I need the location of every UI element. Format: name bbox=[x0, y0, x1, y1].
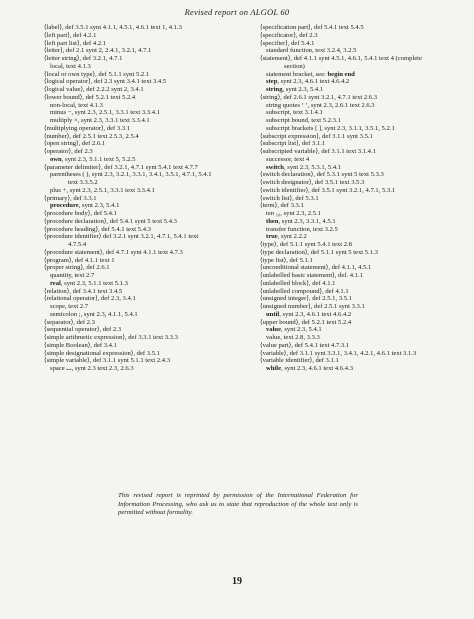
index-entry bbox=[260, 47, 460, 55]
index-entry bbox=[260, 40, 460, 48]
entry-text: ⟨program⟩, def 4.1.1 text 1 bbox=[44, 256, 115, 264]
index-entry bbox=[260, 357, 460, 365]
entry-text: ⟨local or own type⟩, def 5.1.1 synt 5.2.1 bbox=[44, 70, 150, 78]
entry-text: 4.7.5.4 bbox=[68, 241, 87, 248]
entry-text: successor, text 4 bbox=[266, 155, 310, 163]
index-entry bbox=[44, 233, 240, 241]
index-entry bbox=[260, 55, 460, 63]
entry-text: standard function, text 3.2.4, 3.2.5 bbox=[266, 47, 357, 55]
index-entry bbox=[260, 365, 460, 373]
entry-text: ⟨lower bound⟩, def 5.2.1 text 5.2.4 bbox=[44, 93, 136, 101]
keyword: then bbox=[266, 217, 279, 225]
index-entry bbox=[260, 171, 460, 179]
entry-text: ⟨subscript list⟩, def 3.1.1 bbox=[260, 140, 326, 148]
index-entry bbox=[260, 164, 460, 172]
index-entry bbox=[44, 86, 240, 94]
entry-text: ⟨specification part⟩, def 5.4.1 text 5.4.5 bbox=[260, 24, 364, 31]
entry-text: , synt 2.3, 5.4.1 bbox=[78, 202, 120, 210]
index-entry bbox=[260, 233, 460, 241]
index-entry bbox=[260, 24, 460, 32]
index-entry bbox=[260, 86, 460, 94]
index-entry bbox=[260, 125, 460, 133]
entry-text: ⟨letter string⟩, def 3.2.1, 4.7.1 bbox=[44, 55, 123, 62]
index-entry bbox=[260, 264, 460, 272]
entry-text: , synt 2.3, 4.6.1 text 4.6.4.3 bbox=[281, 365, 354, 372]
entry-text: ⟨procedure statement⟩, def 4.7.1 synt 4.1.1 text 4.7.3 bbox=[44, 248, 183, 256]
entry-text: , synt 2.3, 5.1.1 text 5.1.3 bbox=[60, 279, 128, 287]
index-entry bbox=[44, 24, 240, 32]
entry-text: ⟨subscript expression⟩, def 3.1.1 synt 3.5.1 bbox=[260, 132, 373, 140]
index-entry bbox=[260, 156, 460, 164]
entry-text: , synt 2.3, 5.4.1 bbox=[282, 86, 324, 93]
index-entry bbox=[260, 102, 460, 110]
index-entry bbox=[260, 218, 460, 226]
index-entry bbox=[44, 226, 240, 234]
index-entry bbox=[44, 32, 240, 40]
index-entry bbox=[44, 40, 240, 48]
keyword: own bbox=[50, 155, 62, 163]
entry-text: ⟨type⟩, def 5.1.1 synt 5.4.1 text 2.8 bbox=[260, 241, 352, 248]
index-entry bbox=[44, 280, 240, 288]
entry-text: ⟨relation⟩, def 3.4.1 text 3.4.5 bbox=[44, 287, 123, 295]
entry-text: ⟨separator⟩, def 2.3 bbox=[44, 318, 95, 326]
keyword: procedure bbox=[50, 202, 79, 210]
index-entry bbox=[260, 319, 460, 327]
entry-text: ⟨unlabelled compound⟩, def 4.1.1 bbox=[260, 287, 349, 295]
index-entry bbox=[44, 326, 240, 334]
index-entry bbox=[260, 295, 460, 303]
entry-text: string quotes ‘ ’, synt 2.3, 2.6.1 text 2.6.3 bbox=[266, 101, 375, 109]
entry-text: ⟨type declaration⟩, def 5.1.1 synt 5 text 5.1.3 bbox=[260, 248, 378, 256]
index-entry bbox=[44, 102, 240, 110]
index-entry bbox=[44, 94, 240, 102]
keyword: value bbox=[266, 326, 282, 334]
entry-text: subscript brackets [ ], synt 2.3, 3.1.1, 3.5.1, 5.2.1 bbox=[266, 124, 395, 132]
permission-note: This revised report is reprinted by permission of the International Federation for Information Processing, who ask us to state that reproduction of the whole text only is permitted without formality. bbox=[118, 492, 358, 517]
index-entry bbox=[44, 241, 240, 249]
entry-text: ⟨switch identifier⟩, def 3.5.1 synt 3.2.1, 4.7.1, 5.3.1 bbox=[260, 186, 396, 194]
index-entry bbox=[44, 71, 240, 79]
index-entry bbox=[44, 202, 240, 210]
entry-text: space ⌴, synt 2.3 text 2.3, 2.6.3 bbox=[50, 365, 134, 372]
entry-text: , synt 2.2.2 bbox=[277, 233, 307, 241]
keyword: true bbox=[266, 233, 278, 241]
entry-text: ⟨subscripted variable⟩, def 3.1.1 text 3.1.4.1 bbox=[260, 148, 376, 155]
entry-text: ⟨operator⟩, def 2.3 bbox=[44, 148, 93, 155]
entry-text: ⟨sequential operator⟩, def 2.3 bbox=[44, 326, 122, 334]
entry-text: ⟨type list⟩, def 5.1.1 bbox=[260, 256, 313, 264]
index-entry bbox=[260, 350, 460, 358]
index-entry bbox=[260, 71, 460, 79]
entry-text: ⟨unlabelled basic statement⟩, def. 4.1.1 bbox=[260, 272, 363, 279]
index-entry bbox=[44, 133, 240, 141]
entry-text: ⟨label⟩, def 3.5.1 synt 4.1.1, 4.5.1, 4.6.1 text 1, 4.1.3 bbox=[44, 24, 182, 31]
entry-text: ⟨variable identifier⟩, def 3.1.1 bbox=[260, 357, 339, 365]
index-entry bbox=[260, 32, 460, 40]
index-entry bbox=[260, 117, 460, 125]
index-entry bbox=[260, 272, 460, 280]
index-entry bbox=[260, 179, 460, 187]
entry-text: ten ₁₀, synt 2.3, 2.5.1 bbox=[266, 210, 321, 217]
entry-text: ⟨procedure declaration⟩, def 5.4.1 synt 5 text 5.4.3 bbox=[44, 217, 177, 225]
entry-text: ⟨relational operator⟩, def 2.3, 3.4.1 bbox=[44, 295, 136, 303]
entry-text: value, text 2.8, 3.3.3 bbox=[266, 334, 320, 341]
index-entry bbox=[260, 342, 460, 350]
index-entry bbox=[260, 249, 460, 257]
index-entry bbox=[44, 295, 240, 303]
index-entry bbox=[44, 218, 240, 226]
entry-text: ⟨logical operator⟩, def 2.3 synt 3.4.1 text 3.4.5 bbox=[44, 78, 167, 86]
entry-text: ⟨switch declaration⟩, def 5.3.1 synt 5 text 5.3.3 bbox=[260, 171, 384, 179]
index-entry bbox=[260, 226, 460, 234]
entry-text: , synt 2.3, 4.6.1 text 4.6.4.2 bbox=[277, 78, 350, 86]
entry-text: ⟨proper string⟩, def 2.6.1 bbox=[44, 264, 110, 272]
entry-text: ⟨unconditional statement⟩, def 4.1.1, 4.5.1 bbox=[260, 264, 372, 272]
index-entry bbox=[44, 55, 240, 63]
entry-text: ⟨logical value⟩, def 2.2.2 synt 2, 3.4.1 bbox=[44, 86, 144, 93]
entry-text: , synt 2.3, 5.4.1 bbox=[281, 326, 322, 334]
entry-text: ⟨open string⟩, def 2.6.1 bbox=[44, 140, 106, 148]
entry-text: transfer function, text 3.2.5 bbox=[266, 225, 338, 233]
entry-text: , synt 2.3, 5.3.1, 5.4.1 bbox=[283, 163, 342, 171]
index-entry bbox=[260, 257, 460, 265]
entry-text: local, text 4.1.3 bbox=[50, 62, 91, 70]
entry-text: section) bbox=[284, 62, 305, 70]
entry-text: ⟨multiplying operator⟩, def 3.3.1 bbox=[44, 124, 131, 132]
keyword: step bbox=[266, 78, 278, 86]
index-entry bbox=[260, 288, 460, 296]
entry-text: ⟨switch designator⟩, def 3.5.1 text 3.5.3 bbox=[260, 179, 365, 186]
index-column-left bbox=[44, 24, 240, 373]
entry-text: ⟨unsigned integer⟩, def 2.5.1, 3.5.1 bbox=[260, 295, 352, 303]
index-entry bbox=[44, 164, 240, 172]
entry-text: ⟨variable⟩, def 3.1.1 synt 3.3.1, 3.4.1, 4.2.1, 4.6.1 text 3.1.3 bbox=[260, 349, 417, 357]
index-entry bbox=[44, 148, 240, 156]
index-entry bbox=[260, 311, 460, 319]
entry-text: quantity, text 2.7 bbox=[50, 272, 95, 279]
index-entry bbox=[44, 249, 240, 257]
entry-text: , synt 2.3, 4.6.1 text 4.6.4.2 bbox=[279, 310, 352, 318]
entry-text: ⟨parameter delimiter⟩, def 3.2.1, 4.7.1 synt 5.4.1 text 4.7.7 bbox=[44, 163, 198, 171]
index-entry bbox=[44, 171, 240, 179]
keyword: while bbox=[266, 365, 282, 372]
entry-text: plus +, synt 2.3, 2.5.1, 3.3.1 text 3.3.4.1 bbox=[50, 186, 155, 194]
keyword: until bbox=[266, 310, 280, 318]
entry-text: ⟨specificator⟩, def 2.3 bbox=[260, 31, 318, 39]
index-entry bbox=[260, 148, 460, 156]
keyword: begin end bbox=[327, 70, 355, 78]
entry-text: ⟨unlabelled block⟩, def 4.1.1 bbox=[260, 279, 336, 287]
entry-text: , synt 2.3, 5.1.1 text 5, 5.2.5 bbox=[61, 155, 136, 163]
index-entry bbox=[44, 357, 240, 365]
keyword: real bbox=[50, 279, 61, 287]
index-entry bbox=[44, 195, 240, 203]
entry-text: ⟨procedure heading⟩, def 5.4.1 text 5.4.3 bbox=[44, 225, 151, 233]
entry-text: ⟨procedure body⟩, def 5.4.1 bbox=[44, 210, 117, 217]
index-entry bbox=[44, 78, 240, 86]
index-entry bbox=[44, 63, 240, 71]
entry-text: non-local, text 4.1.3 bbox=[50, 101, 103, 109]
entry-text: ⟨simple Boolean⟩, def 3.4.1 bbox=[44, 341, 117, 349]
page-number: 19 bbox=[232, 576, 242, 587]
index-entry bbox=[260, 78, 460, 86]
index-entry bbox=[44, 365, 240, 373]
index-entry bbox=[44, 187, 240, 195]
entry-text: ⟨number⟩, def 2.5.1 text 2.5.3, 2.5.4 bbox=[44, 132, 139, 140]
entry-text: multiply ×, synt 2.3, 3.3.1 text 3.3.4.1 bbox=[50, 117, 150, 124]
index-entry bbox=[260, 303, 460, 311]
keyword: string bbox=[266, 86, 283, 93]
entry-text: ⟨statement⟩, def 4.1.1 synt 4.5.1, 4.6.1, 5.4.1 text 4 (complete bbox=[260, 55, 422, 62]
running-header: Revised report on ALGOL 60 bbox=[184, 7, 290, 17]
index-entry bbox=[44, 117, 240, 125]
index-entry bbox=[44, 303, 240, 311]
entry-text: ⟨upper bound⟩, def 5.2.1 text 5.2.4 bbox=[260, 318, 352, 326]
index-entry bbox=[44, 311, 240, 319]
entry-text: ⟨simple designational expression⟩, def 3.5.1 bbox=[44, 349, 160, 357]
index-column-right bbox=[260, 24, 460, 373]
index-entry bbox=[44, 334, 240, 342]
index-entry bbox=[44, 272, 240, 280]
entry-text: ⟨simple arithmetic expression⟩, def 3.3.1 text 3.3.3 bbox=[44, 334, 178, 341]
entry-text: ⟨switch list⟩, def 5.3.1 bbox=[260, 194, 319, 202]
index-entry bbox=[44, 288, 240, 296]
entry-text: scope, text 2.7 bbox=[50, 303, 89, 310]
entry-text: text 3.3.5.2 bbox=[68, 179, 98, 186]
entry-text: parentheses ( ), synt 2.3, 3.2.1, 3.3.1, 3.4.1, 3.5.1, 4.7.1, 5.4.1 bbox=[50, 171, 212, 179]
entry-text: ⟨left part⟩, def 4.2.1 bbox=[44, 31, 97, 39]
index-entry bbox=[260, 334, 460, 342]
index-entry bbox=[44, 156, 240, 164]
index-entry bbox=[44, 140, 240, 148]
index-entry bbox=[260, 195, 460, 203]
entry-text: statement bracket, see: bbox=[266, 70, 328, 78]
entry-text: ⟨letter⟩, def 2.1 synt 2, 2.4.1, 3.2.1, 4.7.1 bbox=[44, 47, 152, 55]
index-entry bbox=[260, 326, 460, 334]
keyword: switch bbox=[266, 163, 284, 171]
entry-text: ⟨string⟩, def 2.6.1 synt 3.2.1, 4.7.1 text 2.6.3 bbox=[260, 93, 378, 101]
index-entry bbox=[44, 257, 240, 265]
entry-text: subscript bound, text 5.2.3.1 bbox=[266, 117, 341, 124]
index-entry bbox=[260, 133, 460, 141]
entry-text: subscript, text 3.1.4.1 bbox=[266, 109, 323, 117]
index-entry bbox=[260, 241, 460, 249]
entry-text: ⟨simple variable⟩, def 3.1.1 synt 5.1.1 text 2.4.3 bbox=[44, 357, 171, 365]
index-entry bbox=[260, 109, 460, 117]
index-entry bbox=[44, 319, 240, 327]
index-entry bbox=[44, 210, 240, 218]
index-entry bbox=[44, 342, 240, 350]
entry-text: minus −, synt 2.3, 2.5.1, 3.3.1 text 3.3.4.1 bbox=[50, 109, 160, 117]
index-entry bbox=[260, 140, 460, 148]
index-entry bbox=[260, 63, 460, 71]
entry-text: ⟨procedure identifier⟩ def 3.2.1 synt 3.2.1, 4.7.1, 5.4.1 text bbox=[44, 233, 199, 241]
index-entry bbox=[260, 187, 460, 195]
index-entry bbox=[260, 210, 460, 218]
entry-text: ⟨specifier⟩, def 5.4.1 bbox=[260, 39, 315, 47]
entry-text: , synt 2.3, 3.3.1, 4.5.1 bbox=[278, 217, 336, 225]
entry-text: ⟨primary⟩, def 3.3.1 bbox=[44, 194, 97, 202]
index-entry bbox=[260, 202, 460, 210]
index-entry bbox=[44, 125, 240, 133]
index-entry bbox=[44, 109, 240, 117]
entry-text: ⟨value part⟩, def 5.4.1 text 4.7.3.1 bbox=[260, 341, 350, 349]
entry-text: semicolon ;, synt 2.3, 4.1.1, 5.4.1 bbox=[50, 310, 138, 318]
index-entry bbox=[44, 350, 240, 358]
index-entry bbox=[44, 47, 240, 55]
index-entry bbox=[44, 264, 240, 272]
index-entry bbox=[44, 179, 240, 187]
entry-text: ⟨term⟩, def 3.3.1 bbox=[260, 202, 304, 210]
entry-text: ⟨unsigned number⟩, def 2.5.1 synt 3.3.1 bbox=[260, 303, 365, 310]
entry-text: ⟨left part list⟩, def 4.2.1 bbox=[44, 39, 107, 47]
index-entry bbox=[260, 94, 460, 102]
index-entry bbox=[260, 280, 460, 288]
